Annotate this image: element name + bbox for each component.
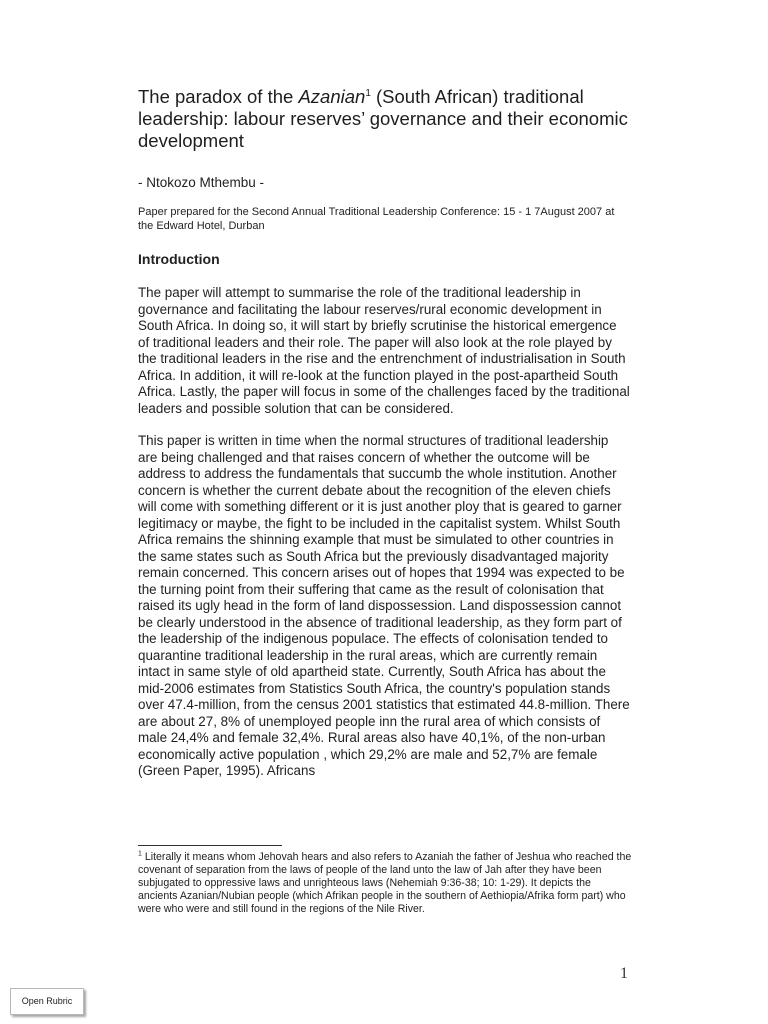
footnote-mark: 1 (138, 850, 142, 858)
footnote (138, 851, 633, 916)
title-italic-word: Azanian (298, 86, 366, 107)
page-number: 1 (620, 965, 628, 982)
open-rubric-button[interactable]: Open Rubric (10, 988, 84, 1015)
paragraph-2: This paper is written in time when the normal structures of traditional leadership are being challenged and that raises concern of whether the outcome will be address to address the fundamentals that succumb the whole institution. Another concern is whether the current debate about the recognition of the eleven chiefs will come with something different or it is just another ploy that is geared to garner legitimacy or maybe, the fight to be included in the capitalist system. Whilst South Africa remains the shinning example that must be simulated to other countries in the same states such as South Africa but the previously disadvantaged majority remain concerned. This concern arises out of hopes that 1994 was expected to be the turning point from their suffering that came as the result of colonisation that raised its ugly head in the form of land dispossession. Land dispossession cannot be clearly understood in the absence of traditional leadership, as they form part of the leadership of the indigenous populace. The effects of colonisation tended to quarantine traditional leadership in the rural areas, which are currently remain intact in same style of old apartheid state. Currently, South Africa has about the mid-2006 estimates from Statistics South Africa, the country's population stands over 47.4-million, from the census 2001 statistics that estimated 44.8-million. There are about 27, 8% of unemployed people inn the rural area of which consists of male 24,4% and female 32,4%. Rural areas also have 40,1%, of the non-urban economically active population , which 29,2% are male and 52,7% are female (Green Paper, 1995). Africans (138, 433, 630, 778)
conference-note: Paper prepared for the Second Annual Traditional Leadership Conference: 15 - 1 7August 2007 at the Edward Hotel, Durban (138, 206, 615, 232)
title-prefix: The paradox of the (138, 86, 299, 107)
author-line: - Ntokozo Mthembu - (138, 175, 265, 190)
footnote-text: Literally it means whom Jehovah hears and also refers to Azaniah the father of Jeshua who reached the covenant of separation from the laws of people of the land unto the law of Jah after they have been subjugated to oppressive laws and unrighteous laws (Nehemiah 9:36-38; 10: 1-29). It depicts the ancients Azanian/Nubian people (which Afrikan people in the southern of Aethiopia/Afrika form part) who were who were and still found in the regions of the Nile River. (138, 851, 632, 915)
section-heading: Introduction (138, 251, 220, 267)
paper-title (138, 86, 630, 152)
footnote-divider (138, 845, 282, 846)
title-suffix: (South African) traditional leadership: labour reserves’ governance and their economic development (138, 86, 628, 151)
paragraph-1: The paper will attempt to summarise the role of the traditional leadership in governance and facilitating the labour reserves/rural economic development in South Africa. In doing so, it will start by briefly scrutinise the historical emergence of traditional leaders and their role. The paper will also look at the role played by the traditional leaders in the rise and the entrenchment of industrialisation in South Africa. In addition, it will re-look at the function played in the post-apartheid South Africa. Lastly, the paper will focus in some of the challenges faced by the traditional leaders and possible solution that can be considered. (138, 285, 630, 416)
document-body (138, 86, 630, 780)
title-footnote-mark: 1 (365, 87, 371, 99)
